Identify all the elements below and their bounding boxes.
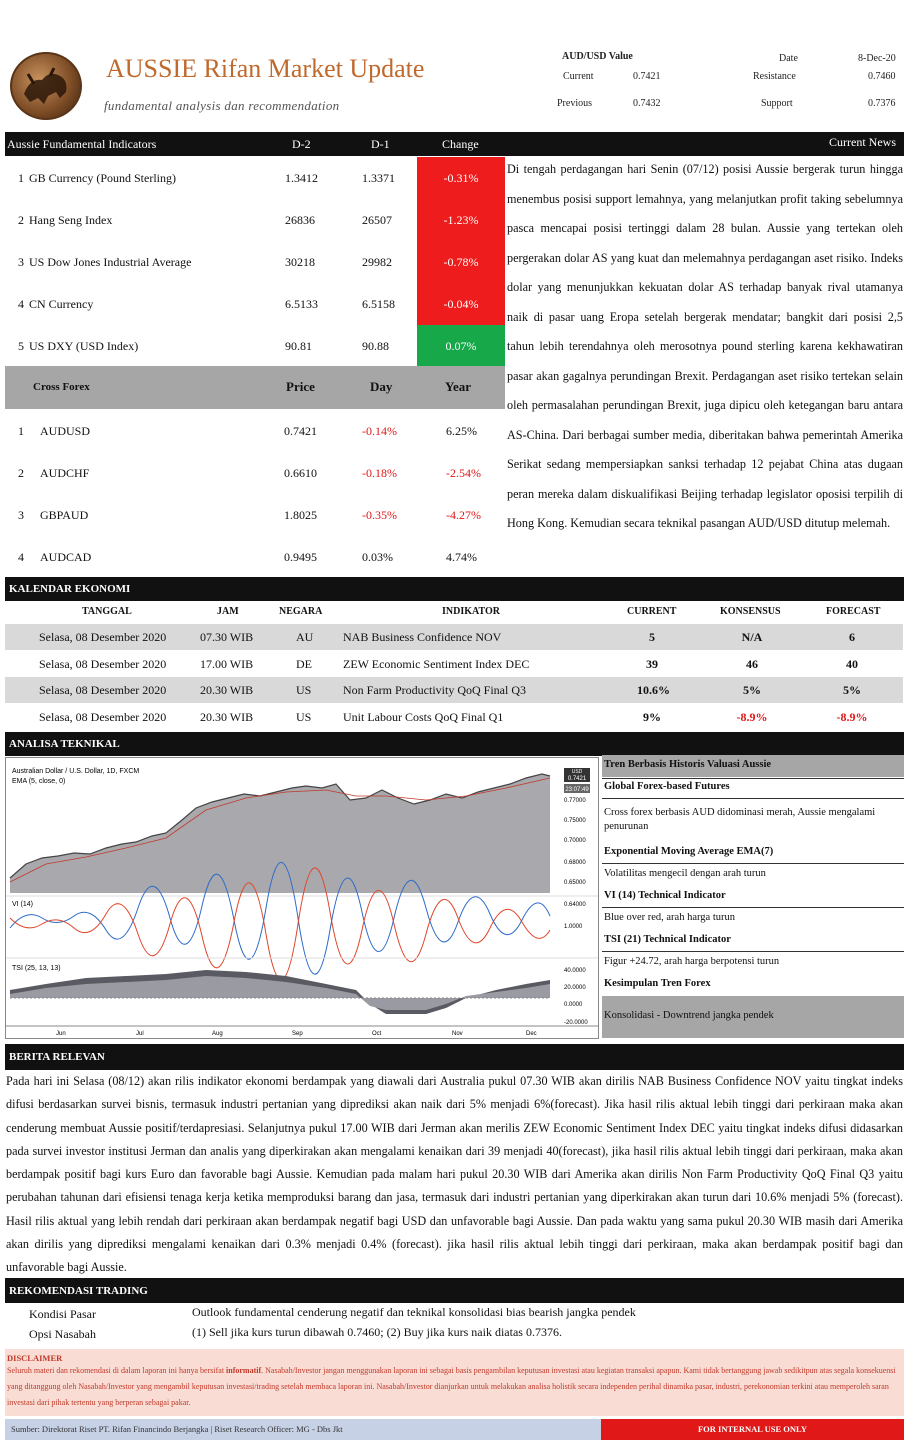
report-subtitle: fundamental analysis dan recommendation [104, 98, 340, 113]
month-aug: Aug [212, 1031, 223, 1037]
cal-indicator: NAB Business Confidence NOV [343, 630, 502, 644]
chart-title: Australian Dollar / U.S. Dollar, 1D, FXCM [12, 768, 140, 775]
cf-year: 6.25% [446, 424, 477, 438]
col-d1: D-1 [371, 137, 390, 151]
divider [602, 907, 904, 908]
cf-year: -4.27% [446, 508, 481, 522]
internal-use-badge: FOR INTERNAL USE ONLY [601, 1419, 904, 1440]
current-value: 0.7421 [633, 71, 661, 82]
cal-consensus: -8.9% [736, 709, 768, 724]
trend-desc-5: Konsolidasi - Downtrend jangka pendek [604, 1010, 774, 1021]
calendar-row [5, 624, 903, 650]
chart-ema-label: EMA (5, close, 0) [12, 778, 66, 785]
cal-col-tanggal: TANGGAL [82, 606, 132, 617]
cf-day: -0.14% [362, 424, 397, 438]
footer-source: Sumber: Direktorat Riset PT. Rifan Financindo Berjangka | Riset Research Officer: MG - Dbs Jkt [5, 1419, 904, 1440]
disclaimer-body [7, 1363, 902, 1411]
cf-year: 4.74% [446, 550, 477, 564]
col-day: Day [370, 379, 393, 394]
previous-label: Previous [557, 98, 592, 109]
cal-country: AU [296, 630, 314, 644]
indicator-d1: 26507 [362, 213, 392, 227]
support-value: 0.7376 [868, 98, 896, 109]
resistance-label: Resistance [753, 71, 796, 82]
cf-no: 4 [18, 550, 24, 564]
indicator-name: US DXY (USD Index) [29, 339, 139, 353]
indicator-row [5, 325, 505, 367]
cf-price: 0.7421 [284, 424, 317, 438]
cal-consensus: 46 [746, 656, 758, 671]
analisa-heading: ANALISA TEKNIKAL [5, 732, 904, 756]
indicator-name: GB Currency (Pound Sterling) [29, 171, 176, 185]
cal-country: US [296, 709, 312, 724]
trend-title-1: Global Forex-based Futures [604, 781, 730, 792]
tsi-tick-4: -20.0000 [564, 1020, 588, 1026]
cross-forex-row [5, 536, 505, 578]
indicator-no: 3 [18, 255, 24, 269]
cal-time: 20.30 WIB [200, 709, 254, 724]
cross-forex-row [5, 410, 505, 452]
bull-bear-icon [20, 64, 72, 108]
cf-year: -2.54% [446, 466, 481, 480]
trend-title-2: Exponential Moving Average EMA(7) [604, 846, 774, 857]
month-oct: Oct [372, 1031, 382, 1037]
cal-date: Selasa, 08 Desember 2020 [39, 683, 167, 697]
cal-time: 17.00 WIB [200, 656, 254, 671]
cf-price: 0.6610 [284, 466, 317, 480]
y-tick-2: 0.75000 [564, 818, 586, 824]
trend-title-4: TSI (21) Technical Indicator [604, 934, 731, 945]
technical-chart [5, 757, 599, 1039]
cf-pair: AUDUSD [40, 424, 91, 438]
indicator-change: -0.31% [417, 157, 505, 199]
cf-pair: AUDCAD [40, 550, 92, 564]
tsi-tick-2: 20.0000 [564, 985, 586, 991]
calendar-heading: KALENDAR EKONOMI [5, 577, 904, 601]
cal-forecast: 40 [846, 656, 858, 671]
opsi-label: Opsi Nasabah [29, 1327, 96, 1341]
cal-col-negara: NEGARA [279, 606, 323, 617]
kondisi-value: Outlook fundamental cenderung negatif dan teknikal konsolidasi bias bearish jangka pendek [192, 1305, 636, 1319]
indicator-no: 4 [18, 297, 24, 311]
kondisi-label: Kondisi Pasar [29, 1307, 96, 1321]
vi-label: VI (14) [12, 901, 34, 908]
cf-price: 1.8025 [284, 508, 317, 522]
cal-country: US [296, 683, 312, 697]
indicator-name: CN Currency [29, 297, 94, 311]
indicator-change: -0.04% [417, 283, 505, 325]
indicator-name: US Dow Jones Industrial Average [29, 255, 192, 269]
indicator-d2: 30218 [285, 255, 315, 269]
indicator-row [5, 241, 505, 283]
cf-day: 0.03% [362, 550, 393, 564]
cal-col-konsensus: KONSENSUS [720, 606, 781, 617]
cal-indicator: ZEW Economic Sentiment Index DEC [343, 656, 530, 671]
trend-desc-2: Volatilitas mengecil dengan arah turun [604, 868, 766, 879]
cal-current: 39 [646, 656, 658, 671]
divider [602, 863, 904, 864]
cal-col-indikator: INDIKATOR [442, 606, 500, 617]
cal-col-forecast: FORECAST [826, 606, 881, 617]
disclaimer-box [5, 1349, 904, 1416]
divider [602, 798, 904, 799]
col-year: Year [445, 379, 471, 394]
cal-current: 5 [649, 630, 655, 644]
indicator-change: -0.78% [417, 241, 505, 283]
indicator-name: Hang Seng Index [29, 213, 113, 227]
cal-col-jam: JAM [217, 606, 239, 617]
y-tick-5: 0.65000 [564, 880, 586, 886]
cf-no: 3 [18, 508, 24, 522]
y-tick-3: 0.70000 [564, 838, 586, 844]
indicator-d1: 90.88 [362, 339, 389, 353]
divider [602, 951, 904, 952]
cal-col-current: CURRENT [627, 606, 677, 617]
cal-current: 10.6% [637, 683, 670, 697]
indicator-d2: 90.81 [285, 339, 312, 353]
cross-forex-header [5, 366, 505, 409]
indicator-no: 2 [18, 213, 24, 227]
indicator-d1: 29982 [362, 255, 392, 269]
audusd-value-label: AUD/USD Value [562, 51, 633, 62]
cf-no: 1 [18, 424, 24, 438]
month-sep: Sep [292, 1031, 303, 1037]
col-change: Change [442, 137, 479, 151]
indicator-row [5, 199, 505, 241]
col-price: Price [286, 379, 315, 394]
opsi-value: (1) Sell jika kurs turun dibawah 0.7460; (2) Buy jika kurs naik diatas 0.7376. [192, 1325, 562, 1339]
y-tick-4: 0.68000 [564, 860, 586, 866]
cal-indicator: Unit Labour Costs QoQ Final Q1 [343, 709, 504, 724]
rekomendasi-heading: REKOMENDASI TRADING [5, 1278, 904, 1303]
vi-tick: 1.0000 [564, 924, 583, 930]
date-label: Date [779, 53, 798, 64]
disclaimer-text-a: Seluruh materi dan rekomendasi di dalam laporan ini hanya bersifat [7, 1366, 227, 1375]
resistance-value: 0.7460 [868, 71, 896, 82]
month-jul: Jul [136, 1031, 144, 1037]
current-news-text: Di tengah perdagangan hari Senin (07/12) posisi Aussie bergerak turun hingga menembus posisi support lemahnya, yang melanjutkan profit taking sebelumnya pasca mencapai posisi tertinggi dalam 28 bulan. Aussie yang tertekan oleh pergerakan dolar AS yang kuat dan melemahnya perdagangan aset risiko. Indeks dolar yang menunjukkan kekuatan dolar AS terhadap banyak rival utamanya naik di pasar uang Eropa setelah bergerak mendatar; bangkit dari posisi 2,5 tahun lebih terendahnya oleh merosotnya pound sterling karena kekhawatiran pasar akan gagalnya perundingan Brexit. Perdagangan aset risiko tertekan selain oleh permasalahan perundingan Brexit, juga dipicu oleh ketegangan baru antara AS-China. Dari berbagai sumber media, diberitakan bahwa pemerintah Amerika Serikat sedang mempersiapkan sanksi terhadap 12 pejabat China atas dugaan peran mereka dalam diskualifikasi Beijing terhadap legislator oposisi terpilih di Hong Kong. Kemudian secara teknikal pasangan AUD/USD ditutup melemah. [507, 162, 903, 530]
indicators-header-bar [5, 132, 904, 156]
divider [602, 778, 904, 779]
trend-title-3: VI (14) Technical Indicator [604, 890, 726, 901]
calendar-row [5, 677, 903, 703]
current-label: Current [563, 71, 594, 82]
disclaimer-text-c: . Nasabah/Investor jangan menggunakan laporan ini sebagai basis pengambilan keputusan investasi atau kegiatan transaksi apapun. Kami tidak bertanggung jawab sedikitpun atas segala konsekuensi yang ditanggung oleh Nasabah/Investor yang mengambil keputusan investasi/trading setelah membaca laporan ini. Nasabah/Investor dianjurkan untuk melakukan analisa holistik secara independen perihal dinamika pasar, industri, perekonomian terkini atau memperoleh saran investasi dari pihak tertentu yang berperan sebagai pakar. [7, 1366, 896, 1407]
calendar-row [5, 704, 903, 730]
y-tick-1: 0.77000 [564, 798, 586, 804]
cf-pair: AUDCHF [40, 466, 90, 480]
cal-forecast: -8.9% [836, 709, 868, 724]
disclaimer-text-b: informatif [226, 1366, 262, 1375]
cal-indicator: Non Farm Productivity QoQ Final Q3 [343, 683, 526, 697]
cal-forecast: 6 [849, 630, 855, 644]
cf-no: 2 [18, 466, 24, 480]
cf-day: -0.35% [362, 508, 397, 522]
news-heading: Current News [829, 135, 896, 149]
cal-date: Selasa, 08 Desember 2020 [39, 656, 167, 671]
disclaimer-title: DISCLAIMER [7, 1353, 63, 1363]
indicator-d1: 1.3371 [362, 171, 395, 185]
cal-consensus: 5% [743, 683, 761, 697]
tsi-tick-3: 0.0000 [564, 1002, 583, 1008]
cal-forecast: 5% [843, 683, 861, 697]
calendar-row [5, 651, 903, 677]
cf-day: -0.18% [362, 466, 397, 480]
indicator-row [5, 157, 505, 199]
indicators-heading: Aussie Fundamental Indicators [7, 137, 157, 151]
trend-title-5: Kesimpulan Tren Forex [604, 978, 711, 989]
tsi-label: TSI (25, 13, 13) [12, 965, 61, 972]
col-d2: D-2 [292, 137, 311, 151]
indicator-row [5, 283, 505, 325]
cal-country: DE [296, 656, 312, 671]
berita-heading: BERITA RELEVAN [5, 1044, 904, 1070]
cross-forex-row [5, 452, 505, 494]
indicator-d1: 6.5158 [362, 297, 395, 311]
cal-time: 07.30 WIB [200, 630, 254, 644]
cf-pair: GBPAUD [40, 508, 89, 522]
support-label: Support [761, 98, 793, 109]
month-dec: Dec [526, 1031, 537, 1037]
trend-desc-1: Cross forex berbasis AUD didominasi merah, Aussie mengalami penurunan [604, 807, 876, 832]
price-badge-time: 23:07:49 [565, 787, 589, 793]
cal-current: 9% [643, 709, 661, 724]
cf-price: 0.9495 [284, 550, 317, 564]
trend-header: Tren Berbasis Historis Valuasi Aussie [604, 759, 772, 770]
price-badge-top: USD [571, 769, 583, 775]
trend-desc-3: Blue over red, arah harga turun [604, 912, 736, 923]
company-logo [10, 52, 82, 120]
cal-time: 20.30 WIB [200, 683, 254, 697]
y-tick-6: 0.64000 [564, 902, 586, 908]
indicator-no: 1 [18, 171, 24, 185]
tsi-tick-1: 40.0000 [564, 968, 586, 974]
month-nov: Nov [452, 1031, 463, 1037]
previous-value: 0.7432 [633, 98, 661, 109]
report-title: AUSSIE Rifan Market Update [106, 54, 425, 83]
month-jun: Jun [56, 1031, 66, 1037]
indicator-change: 0.07% [417, 325, 505, 367]
indicator-d2: 6.5133 [285, 297, 318, 311]
cal-consensus: N/A [741, 630, 763, 644]
indicator-change: -1.23% [417, 199, 505, 241]
cross-forex-row [5, 494, 505, 536]
indicator-d2: 1.3412 [285, 171, 318, 185]
trend-desc-4: Figur +24.72, arah harga berpotensi turun [604, 956, 780, 967]
cal-date: Selasa, 08 Desember 2020 [39, 630, 167, 644]
cross-forex-heading: Cross Forex [33, 381, 90, 393]
berita-text: Pada hari ini Selasa (08/12) akan rilis indikator ekonomi berdampak yang diawali dari Australia pukul 07.30 WIB akan dirilis NAB Business Confidence NOV yaitu tingkat indeks difusi berdasarkan survei bisnis, termasuk industri pertanian yang diprediksi akan naik dari 5% menjadi 6%(forecast). Jika hasil rilis aktual lebih tinggi dari perkiraan maka akan cenderung membuat Aussie positif/terdapresiasi. Selanjutnya pukul 17.00 WIB dari Jerman akan merilis ZEW Economic Sentiment Index DEC yaitu tingkat indeks difusi didasarkan pada survei investor institusi Jerman dan analis yang diperkirakan akan mengalami kenaikan dari 39 menjadi 40(forecast), jika hasil rilis aktual lebih tinggi dari perkiraan, maka akan berdampak positif bagi kurs Euro dan favorable bagi Aussie. Kemudian pada malam hari pukul 20.30 WIB dari Amerika akan dirilis Non Farm Productivity QoQ Final Q3 yaitu perubahan tahunan dari efisiensi tenaga kerja ketika memproduksi barang dan jasa, termasuk dari industri pertanian yang diperkirakan akan turun dari 10.6% menjadi 5% (forecast). Hasil rilis aktual yang lebih rendah dari perkiraan akan berdampak negatif bagi USD dan unfavorable bagi Aussie. Dan pada waktu yang sama pukul 20.30 WIB masih dari Amerika akan dirilis yang diprediksi mengalami kenaikan dari 0.3% menjadi 0.4% (forecast). jika hasil rilis aktual lebih tinggi dari perkiraan, maka akan berdampak positif bagi dan unfavorable bagi Aussie. [6, 1074, 903, 1275]
indicator-no: 5 [18, 339, 24, 353]
indicator-d2: 26836 [285, 213, 315, 227]
date-value: 8-Dec-20 [858, 53, 896, 64]
price-badge: 0.7421 [567, 776, 587, 782]
cal-date: Selasa, 08 Desember 2020 [39, 709, 167, 724]
technical-chart-svg [6, 758, 598, 1038]
